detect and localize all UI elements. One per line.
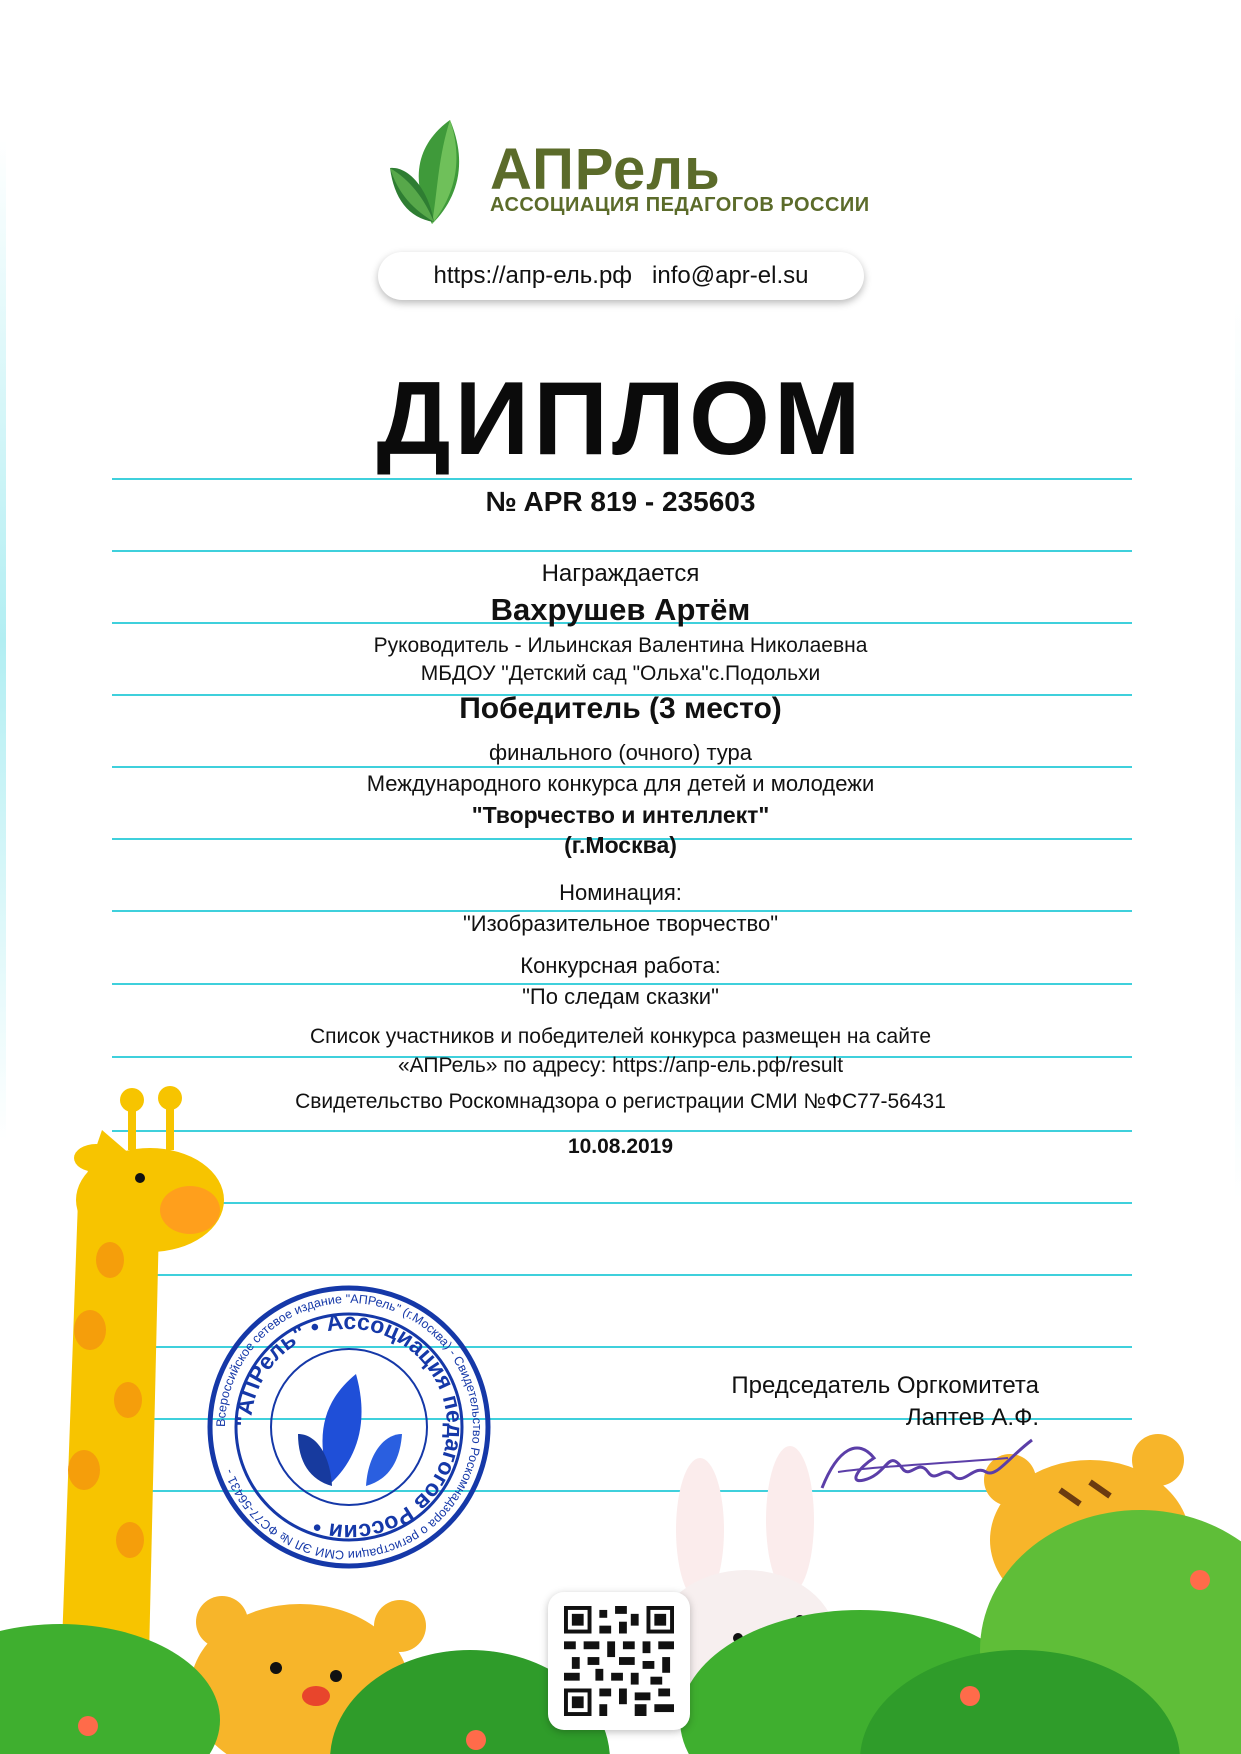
brand-name: АПРель <box>490 137 721 202</box>
work-title: "По следам сказки" <box>522 984 719 1009</box>
website-link[interactable]: https://апр-ель.рф <box>433 262 633 289</box>
award-place: Победитель (3 место) <box>459 692 782 725</box>
qr-code[interactable] <box>548 1592 690 1730</box>
institution: МБДОУ "Детский сад "Ольха"с.Подольхи <box>420 662 821 685</box>
supervisor: Руководитель - Ильинская Валентина Николаевна <box>373 634 868 657</box>
registration-note: Свидетельство Роскомнадзора о регистрации СМИ №ФС77-56431 <box>295 1090 946 1113</box>
contest-type: Международного конкурса для детей и молодежи <box>366 771 875 796</box>
seal-inner-text: "АПРель" • Ассоциация педагогов России • <box>229 1307 469 1547</box>
organization-seal <box>206 1284 492 1570</box>
diploma-title: ДИПЛОМ <box>376 361 865 477</box>
results-note-line-2: «АПРель» по адресу: https://апр-ель.рф/result <box>397 1054 844 1077</box>
awarded-label: Награждается <box>541 560 700 587</box>
contest-stage: финального (очного) тура <box>488 740 753 765</box>
contest-name: "Творчество и интеллект" <box>471 802 770 828</box>
nomination-label: Номинация: <box>559 880 682 905</box>
seal-outer-text: Всероссийское сетевое издание "АПРель" (г.Москва) - Свидетельство Роскомнадзора о регистрации СМИ ЭЛ № ФС77-56431 - <box>213 1291 485 1563</box>
giraffe-icon <box>60 1086 224 1700</box>
brand-subtitle: АССОЦИАЦИЯ ПЕДАГОГОВ РОССИИ <box>490 194 870 216</box>
signer-position: Председатель Оргкомитета <box>731 1372 1039 1399</box>
qr-code-icon <box>563 1606 675 1716</box>
recipient-name: Вахрушев Артём <box>490 592 751 627</box>
contest-city: (г.Москва) <box>564 832 677 858</box>
diploma-number: № APR 819 - 235603 <box>485 486 756 517</box>
issue-date: 10.08.2019 <box>567 1135 674 1158</box>
email-link[interactable]: info@apr-el.su <box>652 262 809 289</box>
nomination-value: "Изобразительное творчество" <box>462 911 779 936</box>
signature-icon <box>818 1428 1038 1508</box>
signer-name: Лаптев А.Ф. <box>905 1404 1039 1431</box>
work-label: Конкурсная работа: <box>520 953 721 978</box>
results-note-line-1: Список участников и победителей конкурса размещен на сайте <box>309 1025 932 1048</box>
